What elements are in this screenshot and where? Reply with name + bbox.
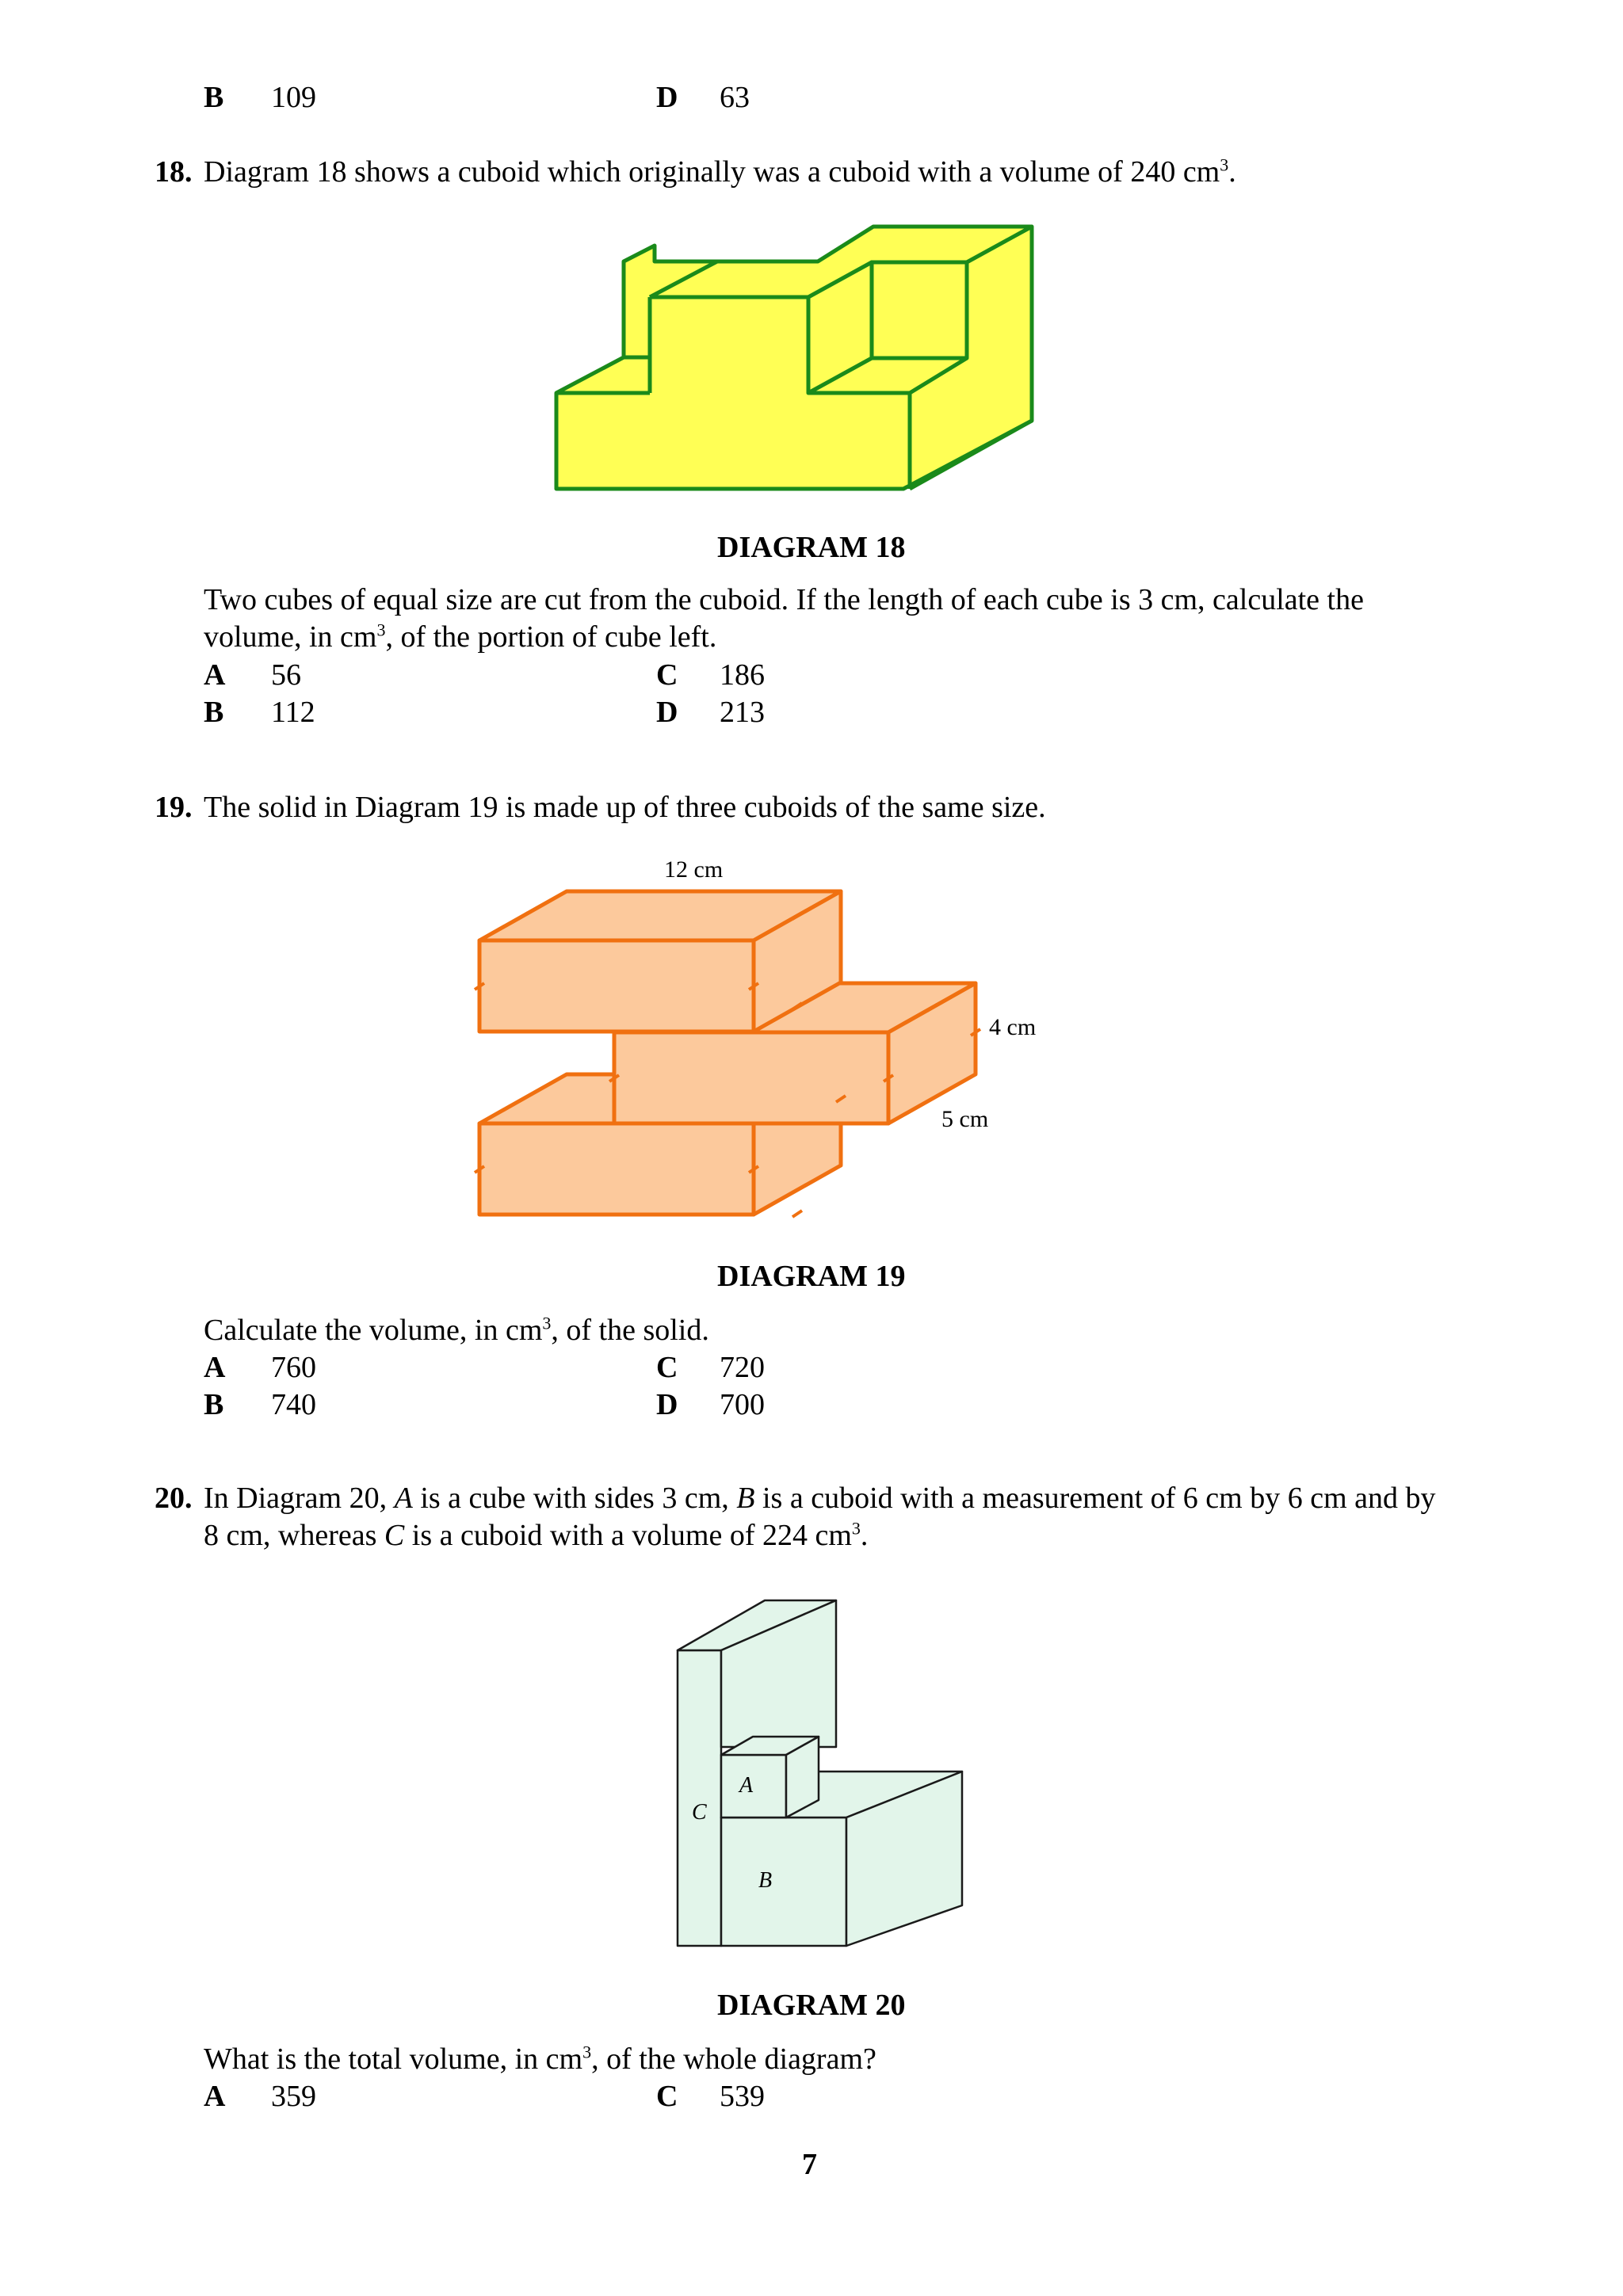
option-letter: A xyxy=(204,658,226,692)
option-letter: C xyxy=(656,2080,678,2113)
dimension-label-top: 12 cm xyxy=(664,856,724,883)
option-value: 213 xyxy=(720,696,765,729)
page-number: 7 xyxy=(802,2148,817,2181)
option-letter: A xyxy=(204,2080,226,2113)
diagram-caption: DIAGRAM 18 xyxy=(717,531,906,564)
option-letter: C xyxy=(656,1351,678,1384)
question-number: 19. xyxy=(155,791,193,824)
option-value: 109 xyxy=(271,81,316,114)
option-value: 720 xyxy=(720,1351,765,1384)
dimension-label-depth: 5 cm xyxy=(941,1106,989,1132)
option-value: 186 xyxy=(720,658,765,692)
option-value: 539 xyxy=(720,2080,765,2113)
question-text: Diagram 18 shows a cuboid which originally was a cuboid with a volume of 240 $cm^3$. xyxy=(204,154,1236,189)
option-letter: B xyxy=(204,696,224,729)
option-letter: D xyxy=(656,81,678,114)
question-text: The solid in Diagram 19 is made up of three cuboids of the same size. xyxy=(204,791,1046,824)
label-a: A xyxy=(739,1773,754,1798)
option-value: 56 xyxy=(271,658,301,692)
option-value: 112 xyxy=(271,696,315,729)
cuboid-c-front xyxy=(678,1650,721,1946)
question-body: Two cubes of equal size are cut from the cuboid. If the length of each cube is 3 cm, calculate the xyxy=(204,583,1364,616)
option-value: 700 xyxy=(720,1388,765,1421)
option-letter: C xyxy=(656,658,678,692)
cube-a-front xyxy=(721,1755,786,1817)
option-letter: B xyxy=(204,1388,224,1421)
question-body: volume, in $cm^3$, of the portion of cube left. xyxy=(204,620,717,654)
question-number: 20. xyxy=(155,1482,193,1515)
diagram-caption: DIAGRAM 20 xyxy=(717,1989,906,2022)
question-text: In Diagram 20, A is a cube with sides 3 cm, B is a cuboid with a measurement of 6 cm by 6 cm and by xyxy=(204,1482,1436,1515)
option-value: 760 xyxy=(271,1351,316,1384)
cuboid-b-front xyxy=(721,1817,846,1946)
option-value: 359 xyxy=(271,2080,316,2113)
question-body: What is the total volume, in $cm^3$, of the whole diagram? xyxy=(204,2042,876,2076)
question-body: Calculate the volume, in $cm^3$, of the solid. xyxy=(204,1313,709,1347)
option-letter: A xyxy=(204,1351,226,1384)
diagram-caption: DIAGRAM 19 xyxy=(717,1260,906,1293)
option-letter: D xyxy=(656,1388,678,1421)
question-text: 8 cm, whereas C is a cuboid with a volume of 224 $cm^3$. xyxy=(204,1518,869,1552)
label-c: C xyxy=(692,1800,707,1825)
question-number: 18. xyxy=(155,155,193,189)
label-b: B xyxy=(758,1868,773,1893)
option-letter: B xyxy=(204,81,224,114)
dimension-label-height: 4 cm xyxy=(989,1014,1037,1040)
option-value: 63 xyxy=(720,81,750,114)
option-value: 740 xyxy=(271,1388,316,1421)
option-letter: D xyxy=(656,696,678,729)
